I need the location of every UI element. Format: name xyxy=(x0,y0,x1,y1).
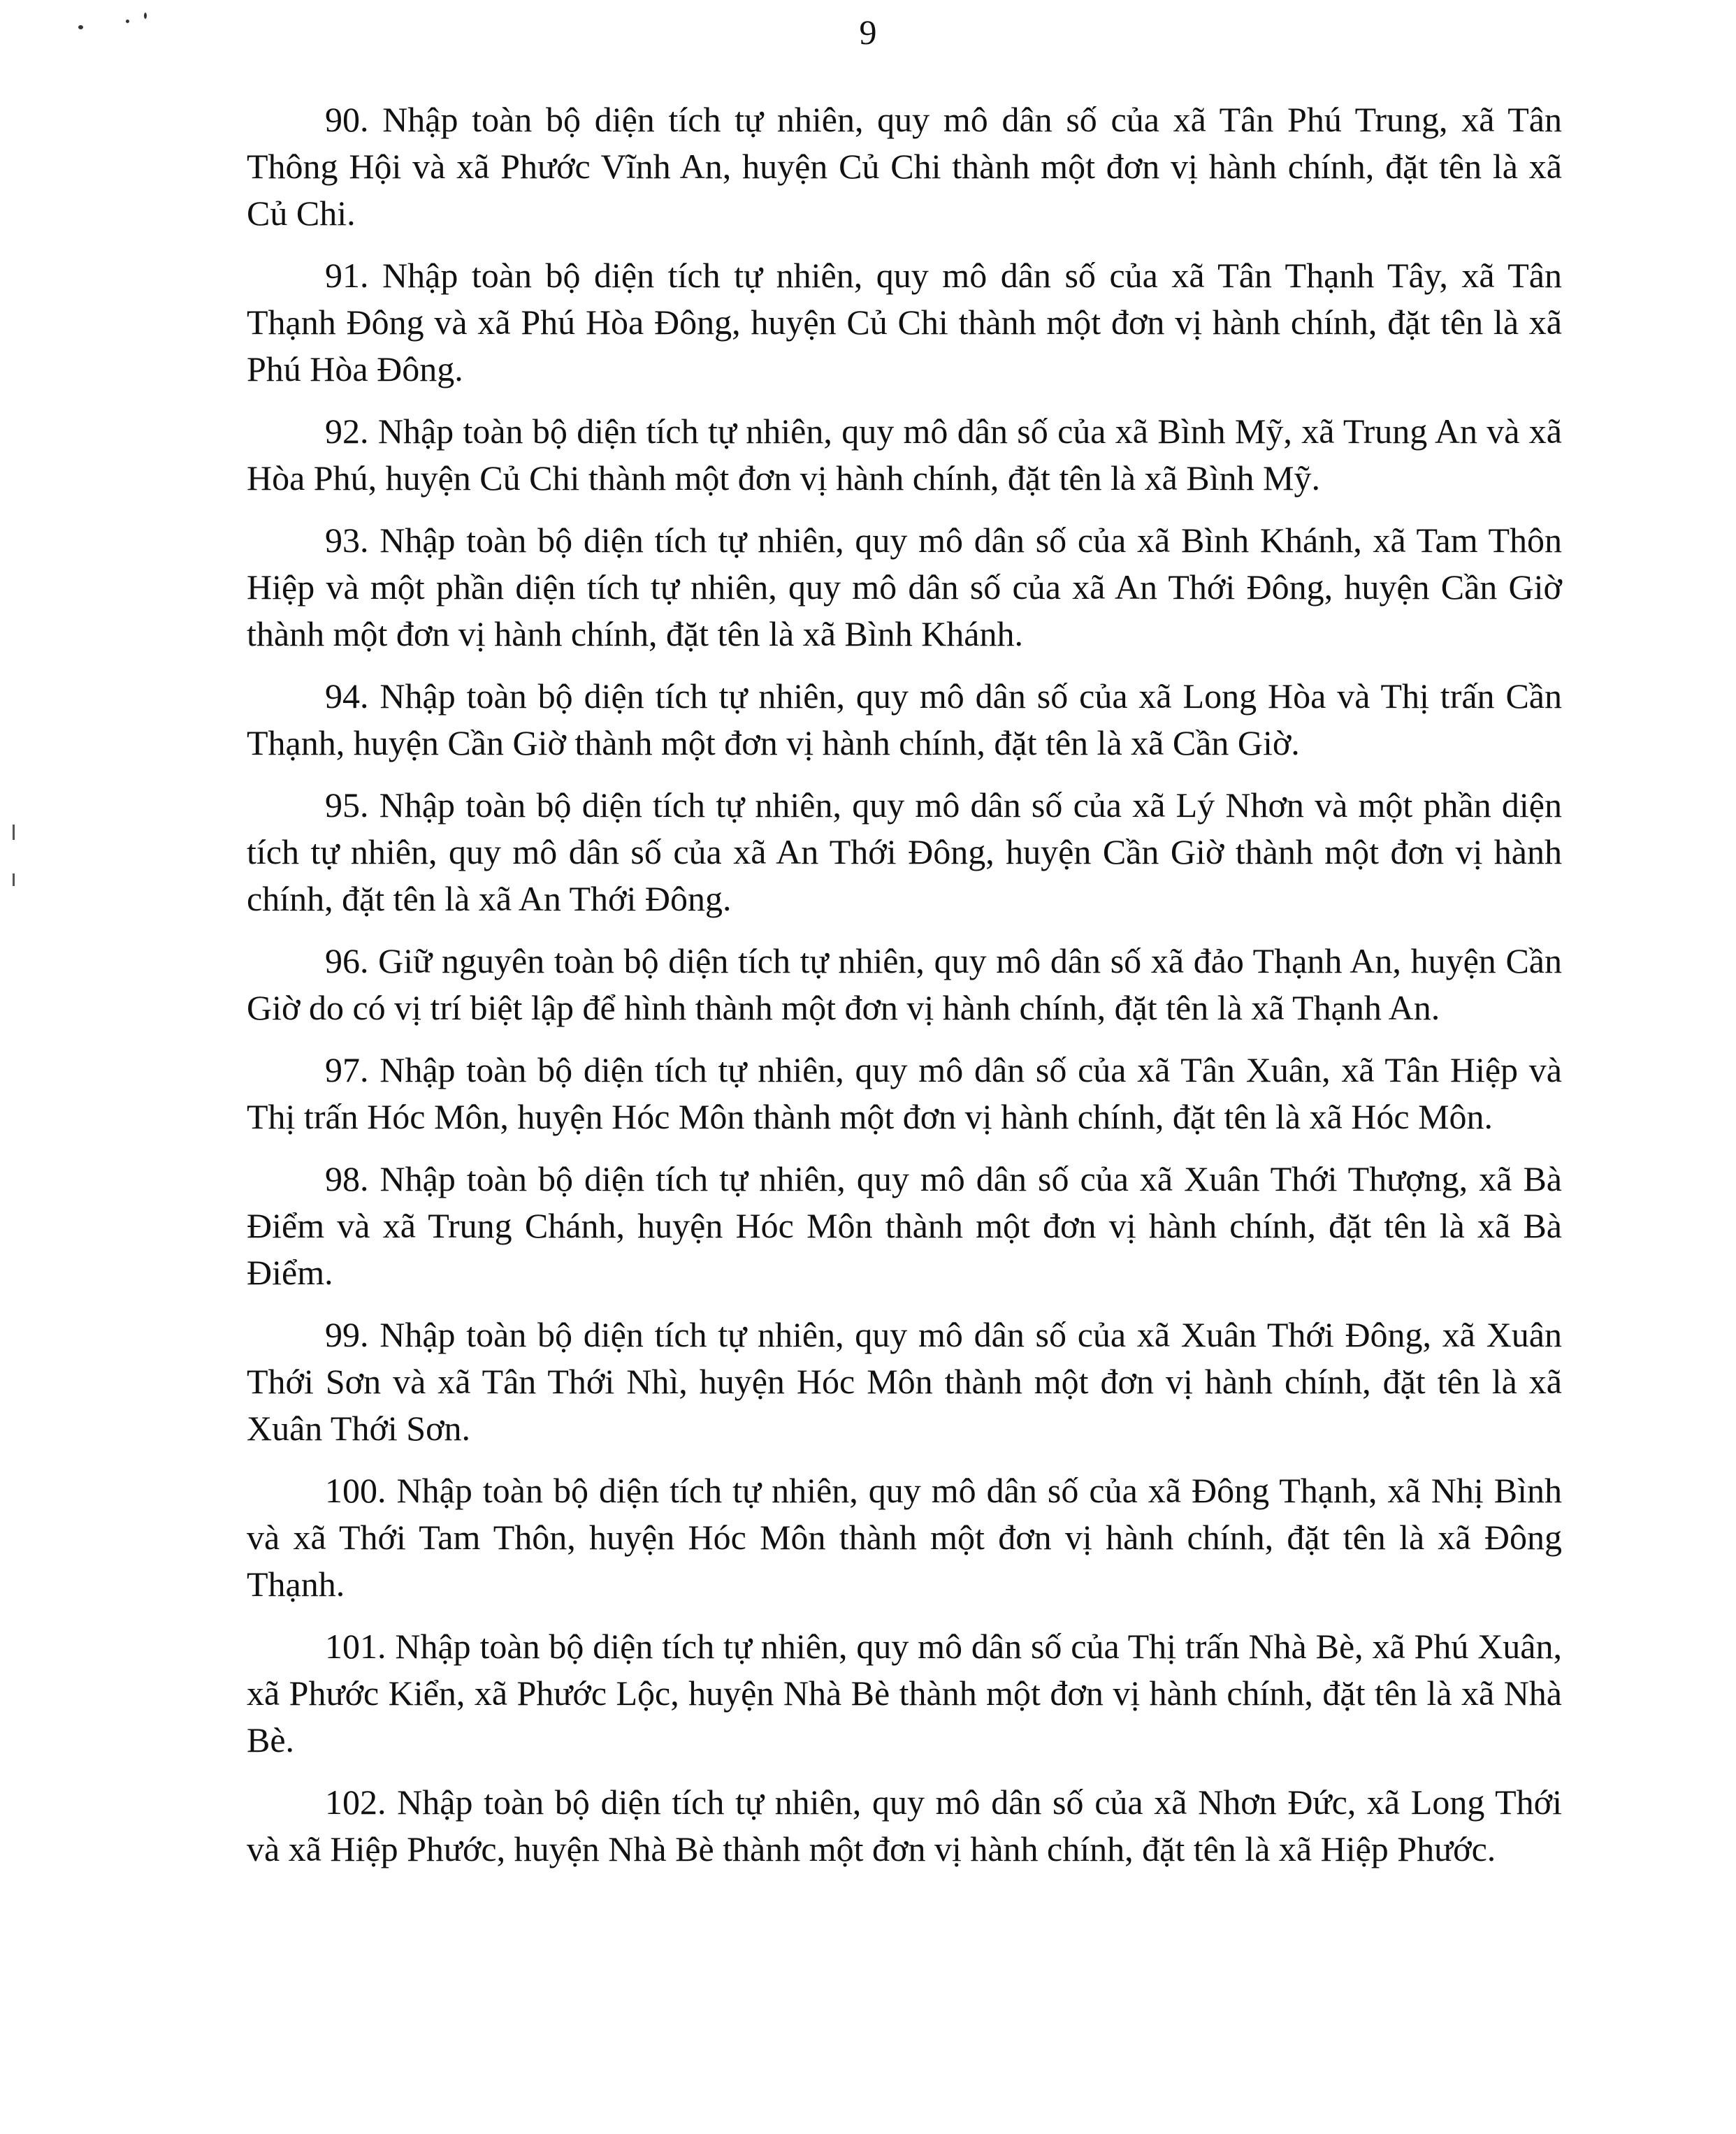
paragraph-92: 92. Nhập toàn bộ diện tích tự nhiên, quy mô dân số của xã Bình Mỹ, xã Trung An và xã Hòa Phú, huyện Củ Chi thành một đơn vị hành chính, đặt tên là xã Bình Mỹ. xyxy=(247,412,1562,498)
paragraph-97: 97. Nhập toàn bộ diện tích tự nhiên, quy mô dân số của xã Tân Xuân, xã Tân Hiệp và Thị trấn Hóc Môn, huyện Hóc Môn thành một đơn vị hành chính, đặt tên là xã Hóc Môn. xyxy=(247,1050,1562,1136)
scan-edge-mark xyxy=(13,873,15,886)
paragraph-100: 100. Nhập toàn bộ diện tích tự nhiên, quy mô dân số của xã Đông Thạnh, xã Nhị Bình và xã Thới Tam Thôn, huyện Hóc Môn thành một đơn vị hành chính, đặt tên là xã Đông Thạnh. xyxy=(247,1471,1562,1604)
document-body xyxy=(247,96,1562,1888)
paragraph-90: 90. Nhập toàn bộ diện tích tự nhiên, quy mô dân số của xã Tân Phú Trung, xã Tân Thông Hội và xã Phước Vĩnh An, huyện Củ Chi thành một đơn vị hành chính, đặt tên là xã Củ Chi. xyxy=(247,100,1562,233)
scan-edge-mark xyxy=(13,825,15,840)
paragraph-93: 93. Nhập toàn bộ diện tích tự nhiên, quy mô dân số của xã Bình Khánh, xã Tam Thôn Hiệp và một phần diện tích tự nhiên, quy mô dân số của xã An Thới Đông, huyện Cần Giờ thành một đơn vị hành chính, đặt tên là xã Bình Khánh. xyxy=(247,521,1562,653)
paragraph-91: 91. Nhập toàn bộ diện tích tự nhiên, quy mô dân số của xã Tân Thạnh Tây, xã Tân Thạnh Đông và xã Phú Hòa Đông, huyện Củ Chi thành một đơn vị hành chính, đặt tên là xã Phú Hòa Đông. xyxy=(247,256,1562,389)
paragraph-98: 98. Nhập toàn bộ diện tích tự nhiên, quy mô dân số của xã Xuân Thới Thượng, xã Bà Điểm và xã Trung Chánh, huyện Hóc Môn thành một đơn vị hành chính, đặt tên là xã Bà Điểm. xyxy=(247,1159,1562,1292)
page-number: 9 xyxy=(859,13,877,52)
paragraph-101: 101. Nhập toàn bộ diện tích tự nhiên, quy mô dân số của Thị trấn Nhà Bè, xã Phú Xuân, xã Phước Kiển, xã Phước Lộc, huyện Nhà Bè thành một đơn vị hành chính, đặt tên là xã Nhà Bè. xyxy=(247,1627,1562,1759)
paragraph-96: 96. Giữ nguyên toàn bộ diện tích tự nhiên, quy mô dân số xã đảo Thạnh An, huyện Cần Giờ do có vị trí biệt lập để hình thành một đơn vị hành chính, đặt tên là xã Thạnh An. xyxy=(247,941,1562,1027)
paragraph-102: 102. Nhập toàn bộ diện tích tự nhiên, quy mô dân số của xã Nhơn Đức, xã Long Thới và xã Hiệp Phước, huyện Nhà Bè thành một đơn vị hành chính, đặt tên là xã Hiệp Phước. xyxy=(247,1783,1562,1868)
paragraph-94: 94. Nhập toàn bộ diện tích tự nhiên, quy mô dân số của xã Long Hòa và Thị trấn Cần Thạnh, huyện Cần Giờ thành một đơn vị hành chính, đặt tên là xã Cần Giờ. xyxy=(247,676,1562,762)
paragraph-99: 99. Nhập toàn bộ diện tích tự nhiên, quy mô dân số của xã Xuân Thới Đông, xã Xuân Thới Sơn và xã Tân Thới Nhì, huyện Hóc Môn thành một đơn vị hành chính, đặt tên là xã Xuân Thới Sơn. xyxy=(247,1315,1562,1448)
paragraph-95: 95. Nhập toàn bộ diện tích tự nhiên, quy mô dân số của xã Lý Nhơn và một phần diện tích tự nhiên, quy mô dân số của xã An Thới Đông, huyện Cần Giờ thành một đơn vị hành chính, đặt tên là xã An Thới Đông. xyxy=(247,785,1562,918)
